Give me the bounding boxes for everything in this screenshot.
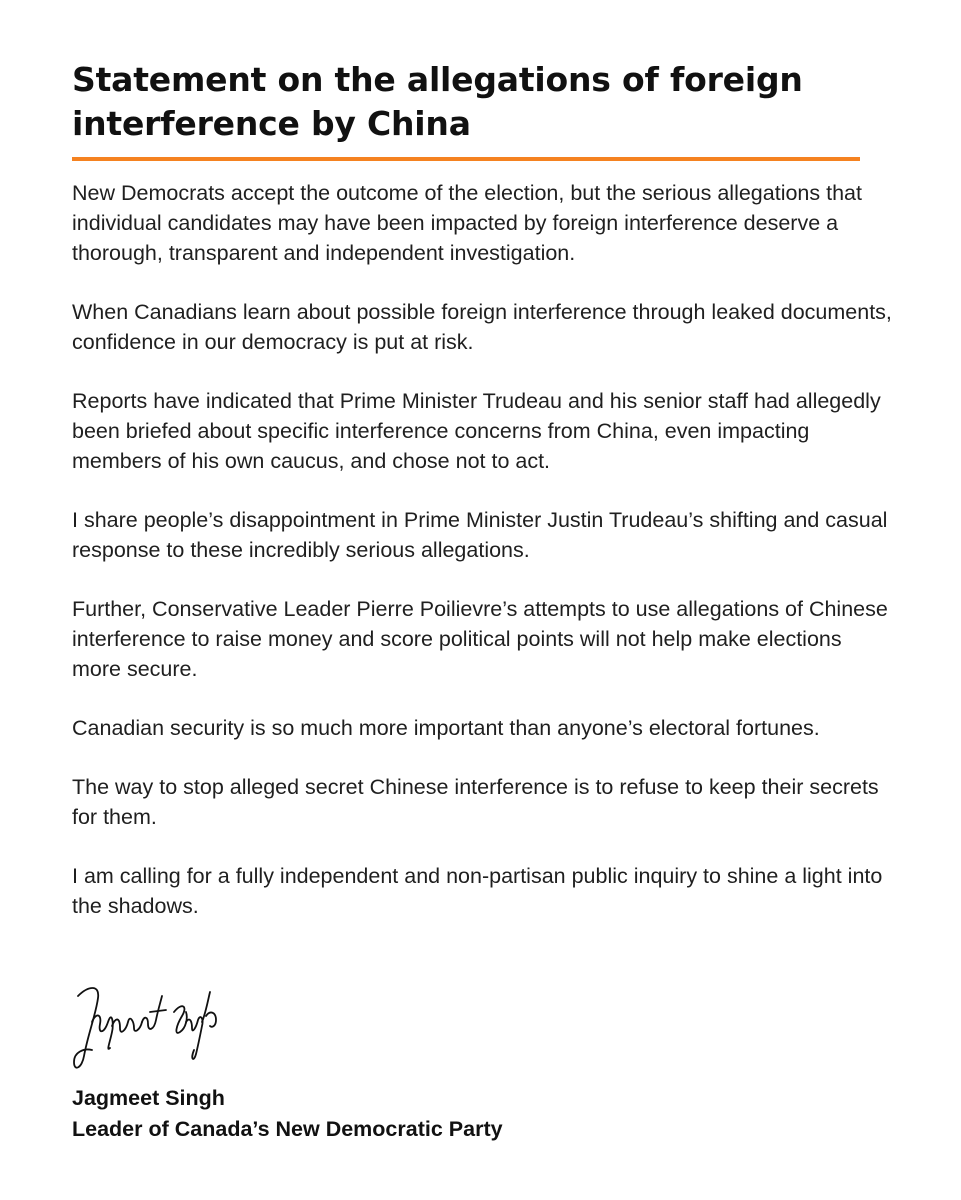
statement-paragraph: New Democrats accept the outcome of the election, but the serious allegations that individual candidates may have been impacted by foreign interference deserve a thorough, transparent and independent investigation. bbox=[72, 181, 862, 265]
statement-paragraph: I share people’s disappointment in Prime Minister Justin Trudeau’s shifting and casual response to these incredibly serious allegations. bbox=[72, 508, 888, 562]
statement-paragraph: Canadian security is so much more important than anyone’s electoral fortunes. bbox=[72, 716, 820, 740]
statement-paragraph: The way to stop alleged secret Chinese interference is to refuse to keep their secrets for them. bbox=[72, 775, 879, 829]
statement-paragraph: I am calling for a fully independent and non-partisan public inquiry to shine a light into the shadows. bbox=[72, 864, 883, 918]
statement-body bbox=[72, 178, 892, 950]
signatory-title: Leader of Canada’s New Democratic Party bbox=[72, 1117, 503, 1141]
statement-title: Statement on the allegations of foreign interference by China bbox=[72, 60, 803, 143]
signatory-name: Jagmeet Singh bbox=[72, 1086, 225, 1110]
statement-paragraph: When Canadians learn about possible foreign interference through leaked documents, confidence in our democracy is put at risk. bbox=[72, 300, 892, 354]
title-divider bbox=[72, 157, 860, 161]
handwritten-signature bbox=[70, 982, 220, 1074]
statement-paragraph: Reports have indicated that Prime Minister Trudeau and his senior staff had allegedly been briefed about specific interference concerns from China, even impacting members of his own caucus, and chose not to act. bbox=[72, 389, 881, 473]
statement-paragraph: Further, Conservative Leader Pierre Poilievre’s attempts to use allegations of Chinese interference to raise money and score political points will not help make elections more secure. bbox=[72, 597, 888, 681]
